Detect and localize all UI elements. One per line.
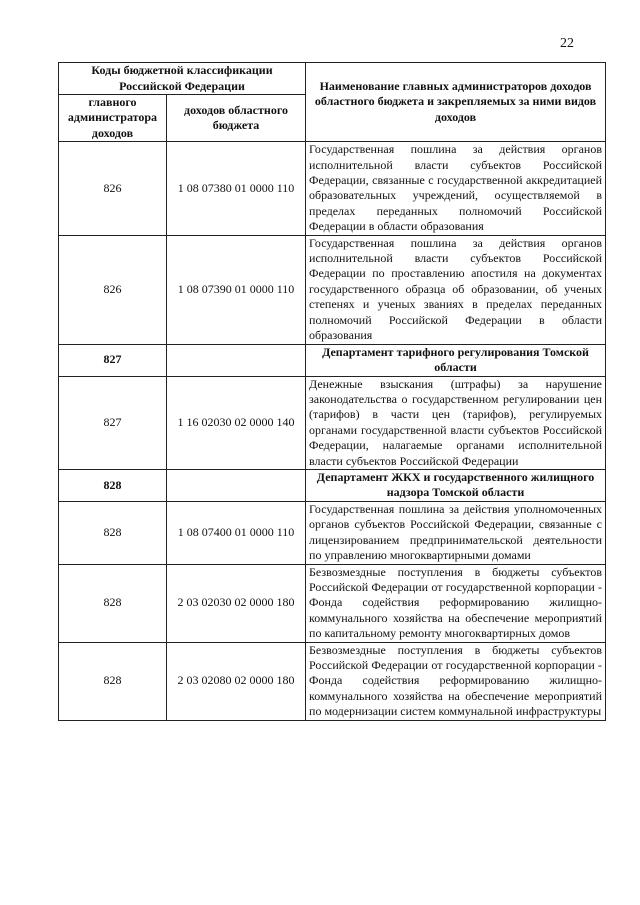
income-code-cell: 1 08 07400 01 0000 110 <box>167 501 306 564</box>
admin-code-cell: 828 <box>59 469 167 501</box>
income-code-cell: 2 03 02030 02 0000 180 <box>167 564 306 642</box>
admin-code-cell: 828 <box>59 564 167 642</box>
budget-codes-table <box>58 62 606 721</box>
header-regional-income: доходов областного бюджета <box>167 95 306 142</box>
income-code-cell <box>167 469 306 501</box>
income-description-cell: Государственная пошлина за действия уполномоченных органов субъектов Российской Федерации, связанные с лицензированием предпринимательской деятельности по управлению многоквартирными домами <box>306 501 606 564</box>
header-main-administrator: главного администратора доходов <box>59 95 167 142</box>
income-code-cell <box>167 344 306 376</box>
income-description-cell: Государственная пошлина за действия органов исполнительной власти субъектов Российской Федерации, связанные с государственной аккредитацией образовательных учреждений, осуществляемой в пределах переданных полномочий Российской Федерации в области образования <box>306 142 606 235</box>
admin-code-cell: 826 <box>59 235 167 344</box>
income-code-cell: 2 03 02080 02 0000 180 <box>167 642 306 720</box>
table-header <box>59 63 606 142</box>
admin-code-cell: 828 <box>59 501 167 564</box>
table-row <box>59 501 606 564</box>
page-number: 22 <box>560 36 574 51</box>
income-code-cell: 1 08 07380 01 0000 110 <box>167 142 306 235</box>
income-description-cell: Безвозмездные поступления в бюджеты субъектов Российской Федерации от государственной корпорации - Фонда содействия реформированию жилищно-коммунального хозяйства на обеспечение мероприятий по модернизации систем коммунальной инфраструктуры <box>306 642 606 720</box>
income-description-cell: Государственная пошлина за действия органов исполнительной власти субъектов Российской Федерации по проставлению апостиля на документах государственного образца об образовании, об ученых степенях и ученых званиях в пределах переданных полномочий Российской Федерации в области образования <box>306 235 606 344</box>
admin-code-cell: 827 <box>59 344 167 376</box>
admin-code-cell: 827 <box>59 376 167 469</box>
table-row <box>59 142 606 235</box>
section-row <box>59 344 606 376</box>
table-row <box>59 564 606 642</box>
admin-code-cell: 826 <box>59 142 167 235</box>
header-classification-codes: Коды бюджетной классификации Российской Федерации <box>59 63 306 95</box>
income-description-cell: Денежные взыскания (штрафы) за нарушение законодательства о государственном регулировании цен (тарифов) в части цен (тарифов), регулируемых органами государственной власти субъектов Российской Федерации, налагаемые органами исполнительной власти субъектов Российской Федерации <box>306 376 606 469</box>
admin-code-cell: 828 <box>59 642 167 720</box>
table-row <box>59 642 606 720</box>
department-name-cell: Департамент тарифного регулирования Томской области <box>306 344 606 376</box>
table-row <box>59 376 606 469</box>
section-row <box>59 469 606 501</box>
income-code-cell: 1 08 07390 01 0000 110 <box>167 235 306 344</box>
income-code-cell: 1 16 02030 02 0000 140 <box>167 376 306 469</box>
table-body <box>59 142 606 720</box>
table-row <box>59 235 606 344</box>
income-description-cell: Безвозмездные поступления в бюджеты субъектов Российской Федерации от государственной корпорации - Фонда содействия реформированию жилищно-коммунального хозяйства на обеспечение мероприятий по капитальному ремонту многоквартирных домов <box>306 564 606 642</box>
header-administrator-name: Наименование главных администраторов доходов областного бюджета и закрепляемых за ними видов доходов <box>306 63 606 142</box>
department-name-cell: Департамент ЖКХ и государственного жилищного надзора Томской области <box>306 469 606 501</box>
